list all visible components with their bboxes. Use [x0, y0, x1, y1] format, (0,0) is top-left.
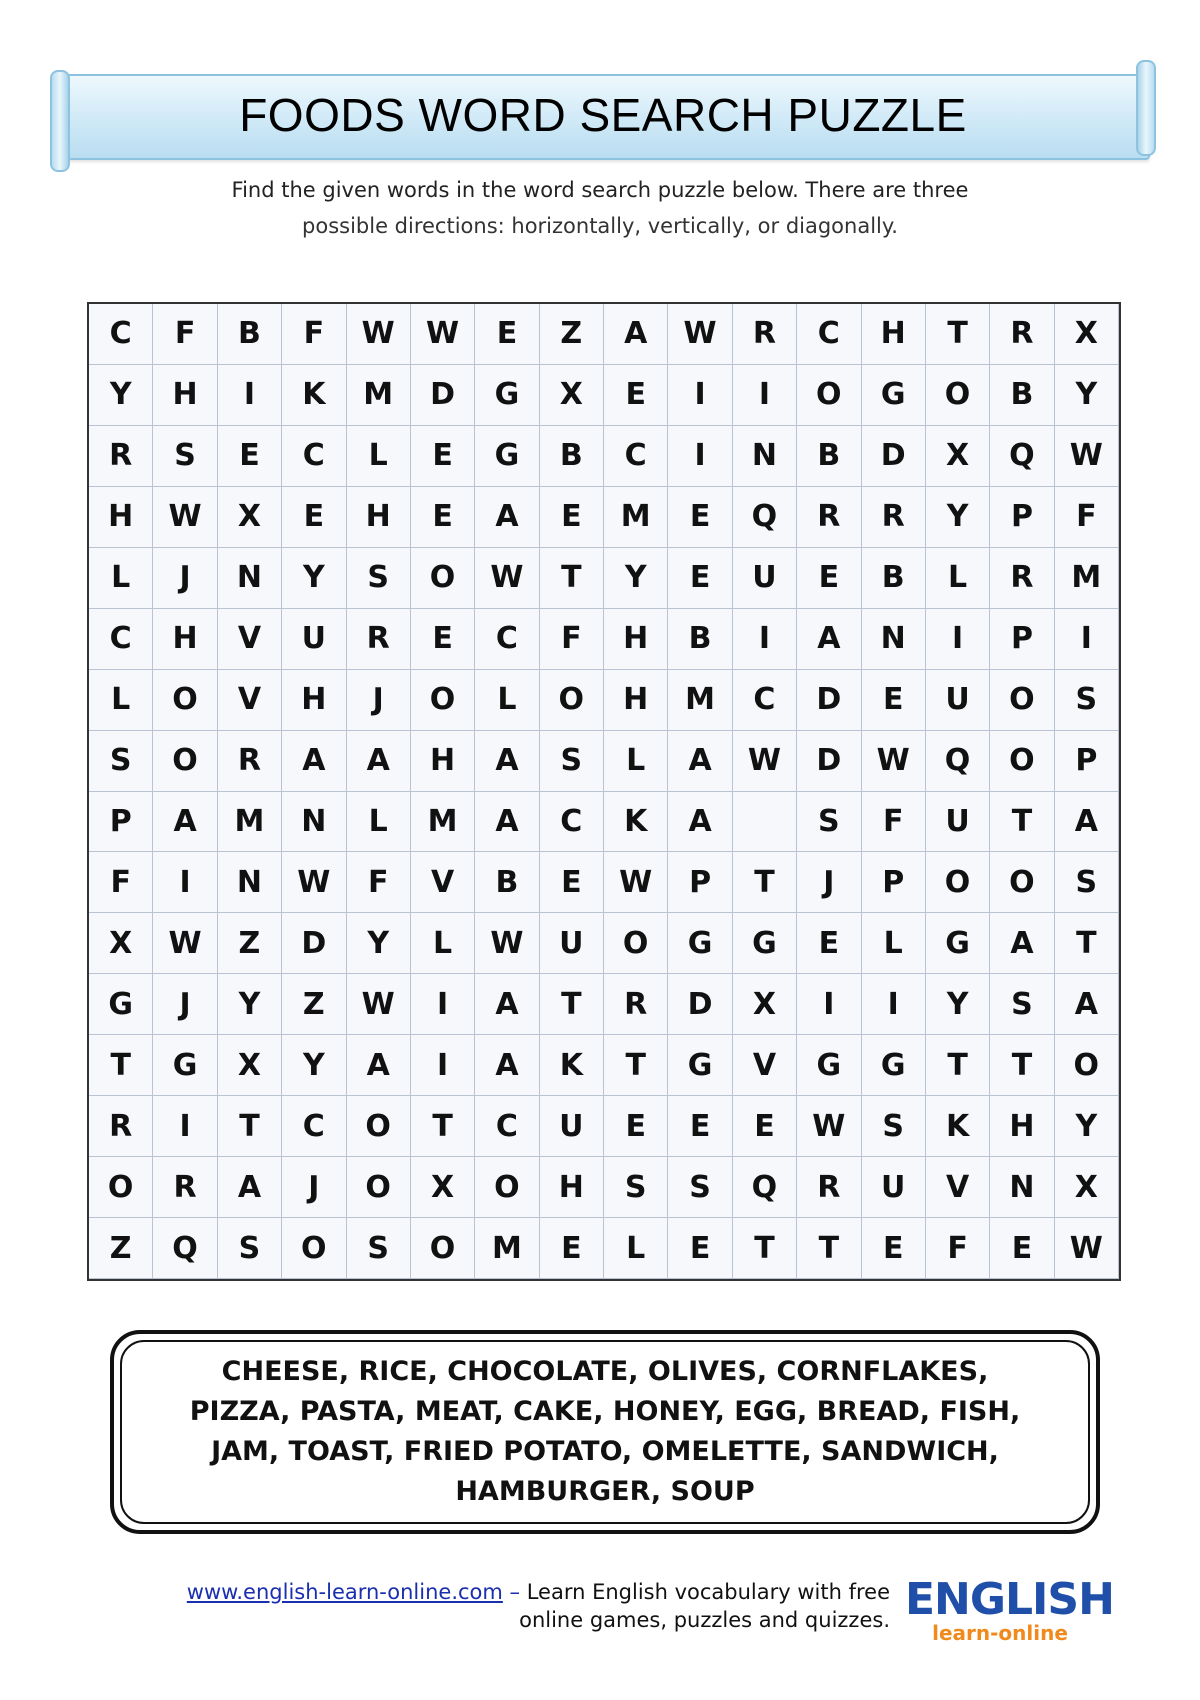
grid-cell: Y — [926, 974, 990, 1035]
grid-cell: Y — [347, 913, 411, 974]
grid-cell: F — [926, 1218, 990, 1279]
grid-cell: A — [990, 913, 1054, 974]
logo-english: ENGLISH — [905, 1574, 1114, 1625]
grid-cell: O — [990, 852, 1054, 913]
grid-cell: M — [668, 670, 732, 731]
grid-cell: E — [797, 913, 861, 974]
grid-cell: R — [89, 1096, 153, 1157]
grid-cell: O — [411, 670, 475, 731]
grid-cell: S — [862, 1096, 926, 1157]
grid-cell: C — [475, 1096, 539, 1157]
grid-cell: E — [540, 852, 604, 913]
grid-cell: H — [89, 487, 153, 548]
grid-cell: X — [1055, 1157, 1119, 1218]
grid-cell: G — [89, 974, 153, 1035]
grid-cell: W — [862, 731, 926, 792]
grid-cell: C — [604, 426, 668, 487]
grid-cell: W — [1055, 426, 1119, 487]
grid-cell: K — [926, 1096, 990, 1157]
grid-cell: X — [926, 426, 990, 487]
grid-cell: L — [604, 1218, 668, 1279]
grid-cell: V — [218, 609, 282, 670]
grid-cell: Q — [733, 487, 797, 548]
grid-cell: L — [926, 548, 990, 609]
grid-cell: I — [153, 852, 217, 913]
grid-cell: T — [218, 1096, 282, 1157]
grid-cell: E — [411, 426, 475, 487]
grid-cell: W — [411, 304, 475, 365]
grid-cell: H — [862, 304, 926, 365]
grid-cell: E — [862, 1218, 926, 1279]
grid-cell: R — [797, 1157, 861, 1218]
grid-cell: X — [411, 1157, 475, 1218]
grid-cell: E — [733, 1096, 797, 1157]
grid-cell: H — [604, 670, 668, 731]
grid-cell: O — [1055, 1035, 1119, 1096]
grid-cell: B — [475, 852, 539, 913]
grid-cell: E — [668, 487, 732, 548]
grid-cell: Z — [282, 974, 346, 1035]
grid-cell: L — [862, 913, 926, 974]
grid-cell: R — [797, 487, 861, 548]
grid-cell: U — [862, 1157, 926, 1218]
grid-cell: Y — [89, 365, 153, 426]
grid-cell: I — [668, 426, 732, 487]
grid-cell: T — [540, 548, 604, 609]
grid-cell: O — [347, 1157, 411, 1218]
grid-cell: M — [1055, 548, 1119, 609]
footer — [110, 1578, 890, 1634]
grid-cell: A — [347, 1035, 411, 1096]
grid-cell: W — [153, 913, 217, 974]
grid-cell: O — [89, 1157, 153, 1218]
grid-cell: O — [411, 548, 475, 609]
grid-cell: T — [733, 1218, 797, 1279]
grid-cell: N — [733, 426, 797, 487]
grid-cell: U — [282, 609, 346, 670]
grid-cell: U — [733, 548, 797, 609]
title-banner — [56, 74, 1150, 160]
grid-cell: B — [990, 365, 1054, 426]
grid-cell: T — [1055, 913, 1119, 974]
grid-cell: R — [990, 548, 1054, 609]
grid-cell: S — [668, 1157, 732, 1218]
grid-cell: E — [475, 304, 539, 365]
grid-cell: J — [282, 1157, 346, 1218]
grid-cell: E — [604, 365, 668, 426]
grid-cell: O — [604, 913, 668, 974]
grid-cell: R — [604, 974, 668, 1035]
grid-cell: R — [862, 487, 926, 548]
grid-cell: D — [411, 365, 475, 426]
grid-cell: R — [153, 1157, 217, 1218]
grid-cell: I — [862, 974, 926, 1035]
grid-cell: E — [990, 1218, 1054, 1279]
instructions-line-1: Find the given words in the word search puzzle below. There are three — [231, 178, 969, 202]
word-list — [120, 1340, 1090, 1524]
grid-cell: B — [668, 609, 732, 670]
grid-cell: W — [733, 731, 797, 792]
grid-cell: E — [668, 1218, 732, 1279]
grid-cell: I — [218, 365, 282, 426]
grid-cell: B — [540, 426, 604, 487]
grid-cell: M — [475, 1218, 539, 1279]
grid-cell: I — [668, 365, 732, 426]
word-list-line-4: HAMBURGER, SOUP — [455, 1476, 755, 1507]
grid-cell: O — [990, 670, 1054, 731]
grid-cell: M — [347, 365, 411, 426]
grid-cell: K — [604, 792, 668, 853]
grid-cell: D — [797, 670, 861, 731]
logo-learn-online: learn-online — [932, 1621, 1068, 1645]
grid-cell: I — [797, 974, 861, 1035]
grid-cell: E — [797, 548, 861, 609]
grid-cell: A — [347, 731, 411, 792]
grid-cell: H — [604, 609, 668, 670]
grid-cell: B — [862, 548, 926, 609]
grid-cell: G — [668, 1035, 732, 1096]
grid-cell: C — [475, 609, 539, 670]
grid-cell: U — [540, 1096, 604, 1157]
grid-cell: H — [153, 609, 217, 670]
grid-cell: A — [475, 731, 539, 792]
grid-cell: O — [475, 1157, 539, 1218]
grid-cell: F — [282, 304, 346, 365]
grid-cell: L — [411, 913, 475, 974]
grid-cell: V — [926, 1157, 990, 1218]
grid-cell: M — [411, 792, 475, 853]
grid-cell: F — [153, 304, 217, 365]
grid-cell: Y — [926, 487, 990, 548]
grid-cell: J — [797, 852, 861, 913]
grid-cell: Y — [604, 548, 668, 609]
grid-cell: I — [153, 1096, 217, 1157]
grid-cell: G — [733, 913, 797, 974]
grid-cell: V — [733, 1035, 797, 1096]
grid-cell: G — [153, 1035, 217, 1096]
grid-cell: J — [153, 974, 217, 1035]
grid-cell: S — [1055, 852, 1119, 913]
grid-cell: D — [282, 913, 346, 974]
grid-cell: Y — [218, 974, 282, 1035]
grid-cell: B — [797, 426, 861, 487]
grid-cell: Y — [282, 548, 346, 609]
grid-cell: E — [862, 670, 926, 731]
grid-cell: C — [797, 304, 861, 365]
grid-cell: M — [218, 792, 282, 853]
grid-cell: E — [540, 1218, 604, 1279]
grid-cell: E — [604, 1096, 668, 1157]
grid-cell: N — [218, 852, 282, 913]
grid-cell: R — [218, 731, 282, 792]
grid-cell: F — [862, 792, 926, 853]
grid-cell: C — [282, 1096, 346, 1157]
grid-cell: L — [475, 670, 539, 731]
word-list-line-2: PIZZA, PASTA, MEAT, CAKE, HONEY, EGG, BREAD, FISH, — [189, 1396, 1021, 1427]
grid-cell: S — [347, 548, 411, 609]
grid-cell: O — [282, 1218, 346, 1279]
grid-cell: B — [218, 304, 282, 365]
grid-cell: L — [604, 731, 668, 792]
footer-tagline-2: online games, puzzles and quizzes. — [519, 1608, 890, 1632]
grid-cell: A — [668, 792, 732, 853]
grid-cell: D — [862, 426, 926, 487]
grid-cell: S — [89, 731, 153, 792]
grid-cell: E — [411, 487, 475, 548]
grid-cell: A — [475, 487, 539, 548]
website-link[interactable]: www.english-learn-online.com — [186, 1580, 503, 1604]
grid-cell: T — [411, 1096, 475, 1157]
grid-cell: A — [153, 792, 217, 853]
grid-cell: Y — [282, 1035, 346, 1096]
grid-cell: A — [604, 304, 668, 365]
grid-cell: S — [218, 1218, 282, 1279]
grid-cell: A — [475, 1035, 539, 1096]
grid-cell: T — [604, 1035, 668, 1096]
grid-cell: S — [990, 974, 1054, 1035]
grid-cell: A — [475, 792, 539, 853]
grid-cell: E — [668, 1096, 732, 1157]
grid-cell: H — [153, 365, 217, 426]
grid-cell: U — [540, 913, 604, 974]
grid-cell: C — [89, 304, 153, 365]
grid-cell: P — [990, 609, 1054, 670]
grid-cell: L — [89, 670, 153, 731]
grid-cell: L — [89, 548, 153, 609]
grid-cell: I — [733, 365, 797, 426]
page-title: FOODS WORD SEARCH PUZZLE — [239, 89, 967, 141]
grid-cell: A — [1055, 792, 1119, 853]
grid-cell: Y — [1055, 1096, 1119, 1157]
grid-cell: H — [540, 1157, 604, 1218]
grid-cell: N — [862, 609, 926, 670]
grid-cell: N — [218, 548, 282, 609]
grid-cell: G — [668, 913, 732, 974]
grid-cell: S — [347, 1218, 411, 1279]
grid-cell: G — [475, 365, 539, 426]
footer-tagline-1: Learn English vocabulary with free — [526, 1580, 890, 1604]
grid-cell: T — [89, 1035, 153, 1096]
instructions-line-2: possible directions: horizontally, vertically, or diagonally. — [302, 214, 898, 238]
grid-cell: T — [990, 792, 1054, 853]
grid-cell: F — [89, 852, 153, 913]
grid-cell: X — [89, 913, 153, 974]
grid-cell: Q — [990, 426, 1054, 487]
grid-cell: X — [1055, 304, 1119, 365]
grid-cell: C — [733, 670, 797, 731]
grid-cell: P — [668, 852, 732, 913]
grid-cell: K — [540, 1035, 604, 1096]
grid-cell: F — [347, 852, 411, 913]
grid-cell: X — [733, 974, 797, 1035]
grid-cell: Z — [89, 1218, 153, 1279]
grid-cell: U — [926, 670, 990, 731]
grid-cell: A — [218, 1157, 282, 1218]
grid-cell: F — [1055, 487, 1119, 548]
grid-cell: N — [990, 1157, 1054, 1218]
word-search-grid — [87, 302, 1121, 1281]
grid-cell: D — [668, 974, 732, 1035]
grid-cell: W — [668, 304, 732, 365]
word-list-line-1: CHEESE, RICE, CHOCOLATE, OLIVES, CORNFLAKES, — [221, 1356, 989, 1387]
word-list-box — [110, 1330, 1100, 1534]
word-list-line-3: JAM, TOAST, FRIED POTATO, OMELETTE, SANDWICH, — [211, 1436, 999, 1467]
grid-cell: Q — [733, 1157, 797, 1218]
grid-cell: D — [797, 731, 861, 792]
grid-cell: H — [282, 670, 346, 731]
grid-cell: I — [1055, 609, 1119, 670]
grid-cell: R — [990, 304, 1054, 365]
grid-cell: W — [1055, 1218, 1119, 1279]
grid-cell: S — [797, 792, 861, 853]
grid-cell: O — [347, 1096, 411, 1157]
grid-cell: O — [926, 365, 990, 426]
grid-cell: A — [1055, 974, 1119, 1035]
grid-cell: E — [218, 426, 282, 487]
grid-cell: W — [347, 304, 411, 365]
grid-cell: J — [153, 548, 217, 609]
grid-cell: P — [1055, 731, 1119, 792]
grid-cell: W — [797, 1096, 861, 1157]
grid-cell: S — [540, 731, 604, 792]
grid-cell: C — [89, 609, 153, 670]
grid-cell: I — [926, 609, 990, 670]
grid-cell: M — [604, 487, 668, 548]
grid-cell: O — [990, 731, 1054, 792]
grid-cell: S — [1055, 670, 1119, 731]
grid-cell: J — [347, 670, 411, 731]
grid-cell: T — [926, 304, 990, 365]
grid-cell: C — [282, 426, 346, 487]
grid-cell: X — [218, 1035, 282, 1096]
grid-cell: T — [733, 852, 797, 913]
grid-cell: O — [926, 852, 990, 913]
footer-dash: – — [502, 1580, 527, 1604]
grid-cell: X — [218, 487, 282, 548]
grid-cell: E — [282, 487, 346, 548]
grid-cell: W — [475, 913, 539, 974]
grid-cell: W — [347, 974, 411, 1035]
grid-cell: Z — [218, 913, 282, 974]
grid-cell: O — [540, 670, 604, 731]
grid-cell: G — [926, 913, 990, 974]
grid-cell: A — [282, 731, 346, 792]
grid-cell: C — [540, 792, 604, 853]
grid-cell: A — [475, 974, 539, 1035]
grid-cell: E — [668, 548, 732, 609]
grid-cell: P — [862, 852, 926, 913]
grid-cell: G — [862, 365, 926, 426]
grid-cell: S — [604, 1157, 668, 1218]
grid-cell: H — [411, 731, 475, 792]
grid-cell: P — [990, 487, 1054, 548]
grid-cell: W — [475, 548, 539, 609]
grid-cell: Q — [153, 1218, 217, 1279]
grid-cell: T — [540, 974, 604, 1035]
grid-cell: L — [347, 792, 411, 853]
grid-cell — [733, 792, 797, 853]
grid-cell: L — [347, 426, 411, 487]
grid-cell: O — [797, 365, 861, 426]
grid-cell: R — [89, 426, 153, 487]
grid-cell: O — [153, 670, 217, 731]
grid-cell: G — [475, 426, 539, 487]
grid-cell: W — [282, 852, 346, 913]
grid-cell: I — [411, 1035, 475, 1096]
grid-cell: H — [347, 487, 411, 548]
grid-cell: F — [540, 609, 604, 670]
grid-cell: S — [153, 426, 217, 487]
grid-cell: U — [926, 792, 990, 853]
grid-cell: X — [540, 365, 604, 426]
grid-cell: O — [153, 731, 217, 792]
grid-cell: V — [411, 852, 475, 913]
grid-cell: W — [153, 487, 217, 548]
grid-cell: K — [282, 365, 346, 426]
brand-logo — [905, 1574, 1114, 1645]
grid-cell: R — [733, 304, 797, 365]
instructions — [120, 172, 1080, 244]
grid-cell: T — [990, 1035, 1054, 1096]
grid-cell: I — [411, 974, 475, 1035]
grid-cell: P — [89, 792, 153, 853]
grid-cell: T — [797, 1218, 861, 1279]
grid-cell: T — [926, 1035, 990, 1096]
grid-cell: Q — [926, 731, 990, 792]
grid-cell: A — [797, 609, 861, 670]
grid-cell: G — [862, 1035, 926, 1096]
grid-cell: G — [797, 1035, 861, 1096]
grid-cell: Y — [1055, 365, 1119, 426]
grid-cell: E — [540, 487, 604, 548]
grid-cell: Z — [540, 304, 604, 365]
grid-cell: O — [411, 1218, 475, 1279]
grid-cell: V — [218, 670, 282, 731]
grid-cell: R — [347, 609, 411, 670]
grid-cell: N — [282, 792, 346, 853]
grid-cell: E — [411, 609, 475, 670]
grid-cell: H — [990, 1096, 1054, 1157]
grid-cell: A — [668, 731, 732, 792]
grid-cell: W — [604, 852, 668, 913]
grid-cell: I — [733, 609, 797, 670]
